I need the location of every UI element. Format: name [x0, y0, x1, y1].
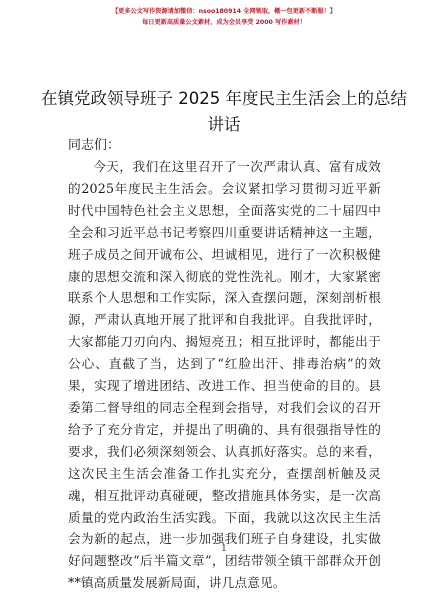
page-number: 1 [221, 544, 227, 554]
promo-banner-line-1: 【更多公文写作资源请加微信：nsoo180914 全网领取，概一包更新不断服！】 [111, 8, 336, 15]
document-title: 在镇党政领导班子 2025 年度民主生活会上的总结讲话 [41, 89, 407, 134]
promo-banner [0, 6, 448, 28]
salutation: 同志们： [68, 138, 121, 153]
promo-banner-line-2: 每日更新高质量公文素材，成为会员享受 2000 写作素材！ [142, 19, 306, 26]
body-paragraph: 今天，我们在这里召开了一次严肃认真、富有成效的2025年度民主生活会。会议紧扣学习贯彻习近平新时代中国特色社会主义思想，全面落实党的二十届四中全会和习近平总书记考察四川重要讲话精神这一主题，班子成员之间开诚布公、坦诚相见，进行了一次积极健康的思想交流和深入彻底的党性洗礼。刚才，大家紧密联系个人思想和工作实际，深入查摆问题，深刻剖析根源，严肃认真地开展了批评和自我批评。自我批评时，大家都能刀刃向内、揭短亮丑；相互批评时，都能出于公心、直截了当，达到了“红脸出汗、排毒治病”的效果，实现了增进团结、改进工作、担当使命的目的。县委第二督导组的同志全程到会指导，对我们会议的召开给予了充分肯定，并提出了明确的、具有很强指导性的要求，我们必须深刻领会、认真抓好落实。总的来看，这次民主生活会准备工作扎实充分，查摆剖析触及灵魂，相互批评动真碰硬，整改措施具体务实，是一次高质量的党内政治生活实践。下面，我就以这次民主生活会为新的起点，进一步加强我们班子自身建设，扎实做好问题整改“后半篇文章”，团结带领全镇干部群众开创**镇高质量发展新局面，讲几点意见。 [68, 159, 381, 591]
